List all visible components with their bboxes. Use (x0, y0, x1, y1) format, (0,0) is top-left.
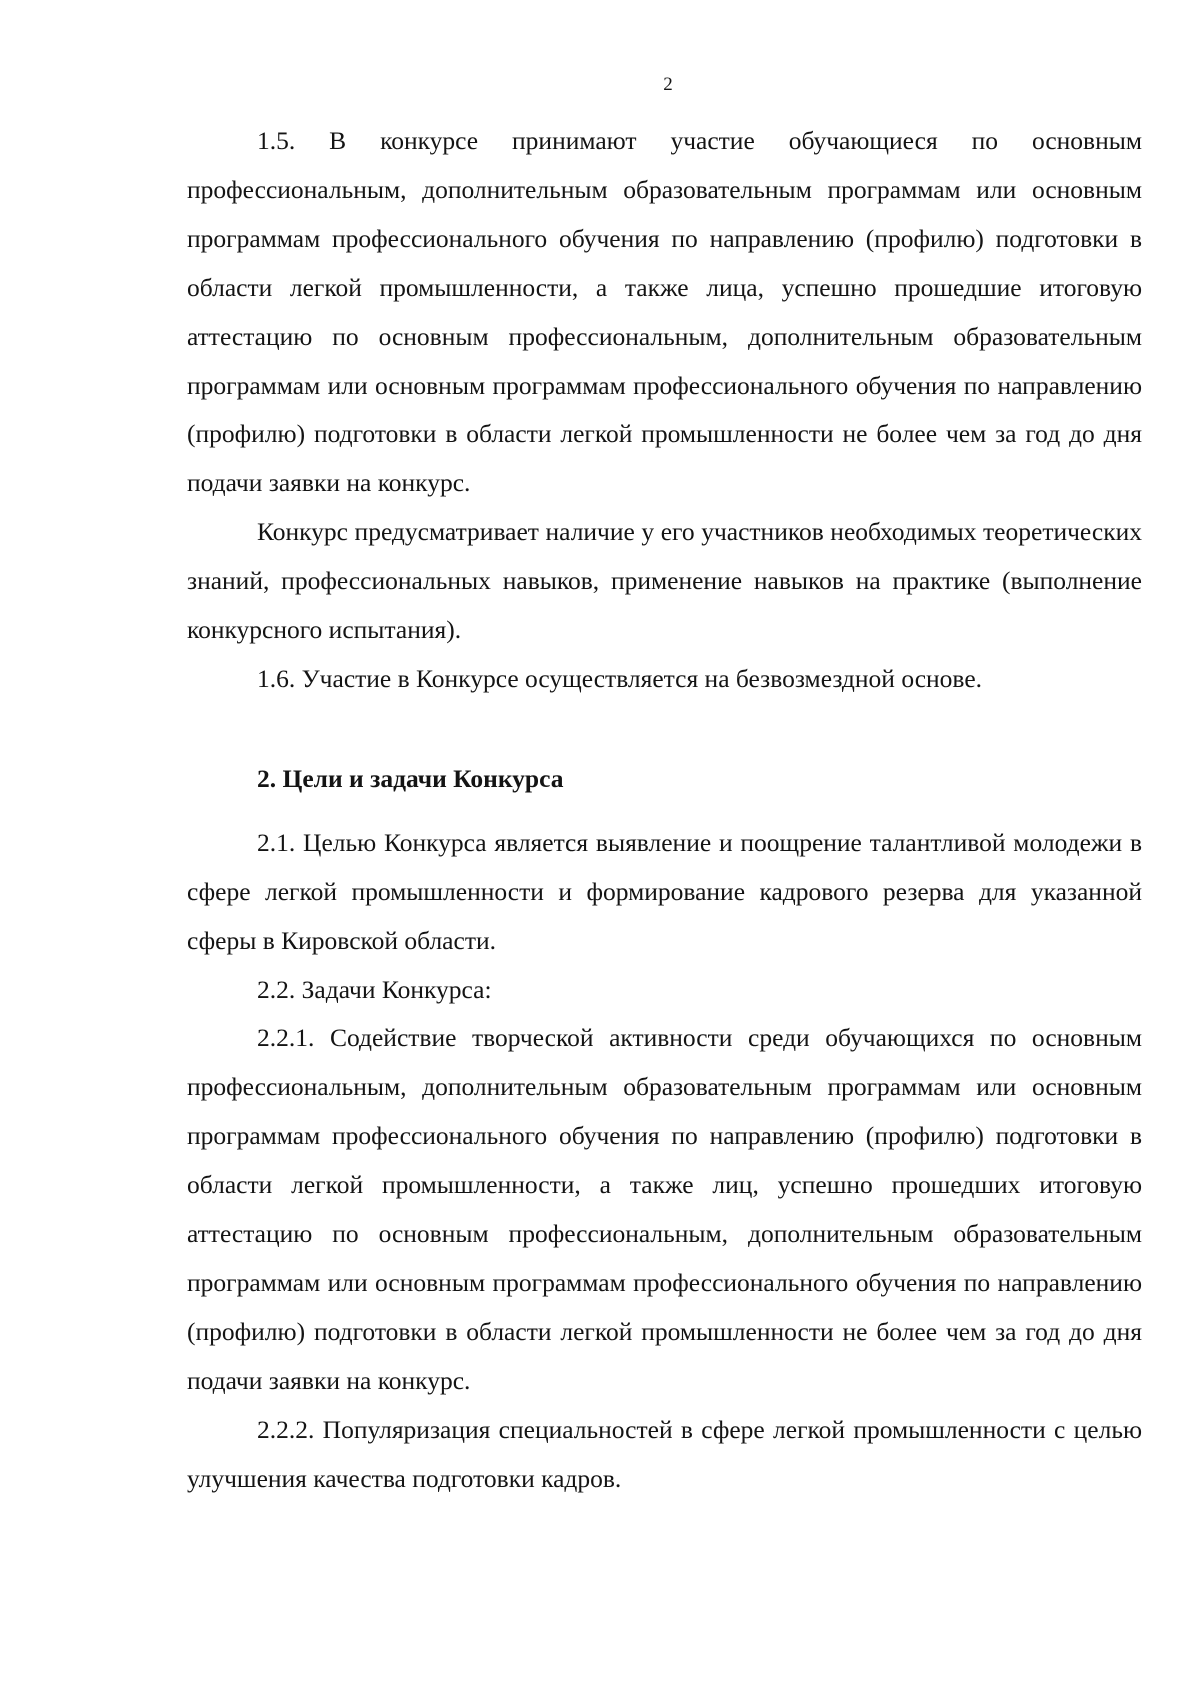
paragraph-1-6: 1.6. Участие в Конкурсе осуществляется на безвозмездной основе. (257, 663, 983, 693)
paragraph-2-2-2: 2.2.2. Популяризация специальностей в сфере легкой промышленности с целью улучшения качества подготовки кадров. (187, 1414, 1142, 1493)
paragraph-2-2: 2.2. Задачи Конкурса: (257, 974, 492, 1004)
paragraph-competition-requirements: Конкурс предусматривает наличие у его участников необходимых теоретических знаний, профессиональных навыков, применение навыков на практике (выполнение конкурсного испытания). (187, 517, 1142, 645)
document-body (187, 117, 1142, 1503)
page-number: 2 (663, 74, 673, 95)
paragraph-2-2-1: 2.2.1. Содействие творческой активности среди обучающихся по основным профессиональным, дополнительным образовательным программам или основным программам профессионального обучения по направлению (профилю) подготовки в области легкой промышленности, а также лиц, успешно прошедших итоговую аттестацию по основным профессиональным, дополнительным образовательным программам или основным программам профессионального обучения по направлению (профилю) подготовки в области легкой промышленности не более чем за год до дня подачи заявки на конкурс. (187, 1023, 1142, 1395)
section-heading: 2. Цели и задачи Конкурса (257, 763, 564, 793)
paragraph-2-1: 2.1. Целью Конкурса является выявление и поощрение талантливой молодежи в сфере легкой промышленности и формирование кадрового резерва для указанной сферы в Кировской области. (187, 827, 1142, 955)
paragraph-1-5: 1.5. В конкурсе принимают участие обучающиеся по основным профессиональным, дополнительным образовательным программам или основным программам профессионального обучения по направлению (профилю) подготовки в области легкой промышленности, а также лица, успешно прошедшие итоговую аттестацию по основным профессиональным, дополнительным образовательным программам или основным программам профессионального обучения по направлению (профилю) подготовки в области легкой промышленности не более чем за год до дня подачи заявки на конкурс. (187, 126, 1142, 498)
